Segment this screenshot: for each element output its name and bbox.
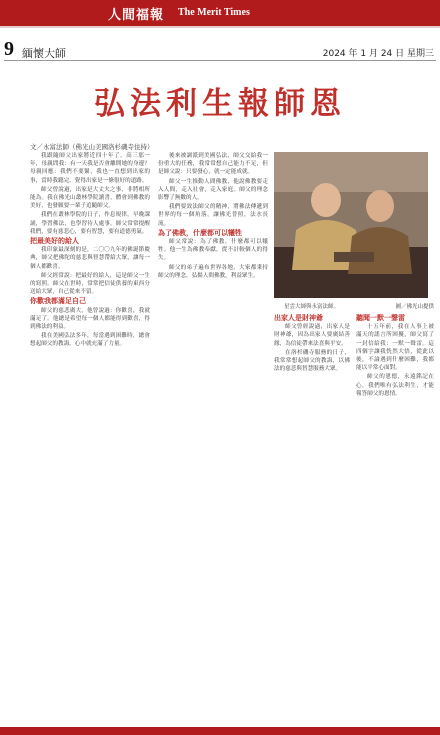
photo-credit: 圖／佛光山提供 xyxy=(395,304,434,310)
paragraph: 師父曾說過，出家是大丈夫之事，非將相所能為。我在佛光山叢林學院讀書，體會到佛教的美好，也發願要一輩子追隨師父。 xyxy=(30,186,150,210)
article-byline: 文／永富法師（佛光山美國洛杉磯寺住持） xyxy=(30,143,154,151)
article-title: 弘法利生報師恩 xyxy=(94,86,346,122)
page-number: 9 xyxy=(4,38,14,60)
subheading: 出家人是財神爺 xyxy=(274,314,323,322)
paragraph: 師父的恩德，永遠銘記在心。我們唯有弘法利生，才能報答師父的恩情。 xyxy=(356,374,434,397)
article-column-1 xyxy=(30,152,150,350)
footer-bar xyxy=(0,727,440,735)
paragraph: 師父常說：為了佛教，什麼都可以犧牲。他一生為佛教奉獻，從不計較個人的得失。 xyxy=(158,239,268,262)
subheading: 把最美好的給人 xyxy=(30,237,79,246)
section-name: 緬懷大師 xyxy=(22,47,66,60)
paragraph: 師父經常說：把最好的給人，這是師父一生的寫照。師父在世時，常常把信徒供養的東西分送給大眾，自己從來不留。 xyxy=(30,272,150,296)
article-column-4 xyxy=(356,314,434,399)
newspaper-logo: 人間福報 xyxy=(108,8,165,23)
subheading: 聽聞一默一聲雷 xyxy=(356,314,405,322)
paragraph: 十五年前，我在人事上被滿天的謠言所困擾，師父寫了一封信給我：一默一聲雷。這四個字讓我恍然大悟，從此以後，不論遇到什麼困難，我都能以平常心面對。 xyxy=(356,324,434,372)
paragraph: 我印象最深刻的是，二〇〇九年的佛誕節慶典，師父把佛陀的慈悲與智慧帶給大眾，讓每一個人都歡喜。 xyxy=(30,247,150,270)
paragraph: 在洛杉磯寺服務的日子，我常常想起師父的教誨，以佛法的慈悲與智慧服務大眾。 xyxy=(274,349,350,373)
issue-date: 2024 年 1 月 24 日 星期三 xyxy=(322,49,434,59)
photo-caption xyxy=(284,302,434,310)
header-divider xyxy=(0,26,440,28)
paragraph: 師父一生推動人間佛教，他說佛教要走入人間，走入社會，走入家庭。師父的理念影響了無數的人。 xyxy=(158,178,268,202)
paragraph: 我跟隨師父出家將近四十年了。高三那一年，母親問我：有一天我是否會離開她的身邊？母親回應：我們不要緊，我也一直想到出家的事，當時我聽完，覺得出家是一條很好的道路。 xyxy=(30,153,150,184)
subheading: 為了佛教，什麼都可以犧牲 xyxy=(158,228,242,237)
paragraph: 師父曾經說過，出家人是財神爺，因為出家人要廣結善緣，為信徒帶來法喜與平安。 xyxy=(274,324,350,347)
article-photo xyxy=(274,152,428,298)
photo-illustration xyxy=(274,152,428,298)
paragraph: 我們要效法師父的精神，將佛法傳遞到世界的每一個角落，讓佛光普照，法水長流。 xyxy=(158,204,268,227)
paragraph: 我們在叢林學院的日子，作息規律，早晚課誦，學習佛法，也學習待人處事。師父常常提醒我們，要有慈悲心，要有智慧，要有道德勇氣。 xyxy=(30,212,150,235)
article-column-2 xyxy=(158,152,268,281)
masthead xyxy=(0,0,440,26)
photo-caption-text: 星雲大師與永富法師。 xyxy=(284,304,340,310)
paragraph: 師父的慈悲廣大，他曾說過：你歡喜，我就滿足了。他總是希望每一個人都能得到歡喜，得到佛法的利益。 xyxy=(30,307,150,331)
article-column-3 xyxy=(274,314,350,374)
newspaper-logo-english: The Merit Times xyxy=(178,7,250,18)
paragraph: 後來被調派到美國弘法，師父交給我一份重大的任務，我常常想自己能力不足，但是師父說：只要發心，就一定能成就。 xyxy=(158,153,268,176)
subheading: 你歡我都滿足自己 xyxy=(30,297,86,306)
paragraph: 師父的弟子遍布世界各地，大家都秉持師父的理念，弘揚人間佛教，利益眾生。 xyxy=(158,264,268,279)
header-rule xyxy=(4,60,436,61)
paragraph: 我在美國弘法多年，每當遇到困難時，總會想起師父的教誨，心中就充滿了力量。 xyxy=(30,333,150,348)
